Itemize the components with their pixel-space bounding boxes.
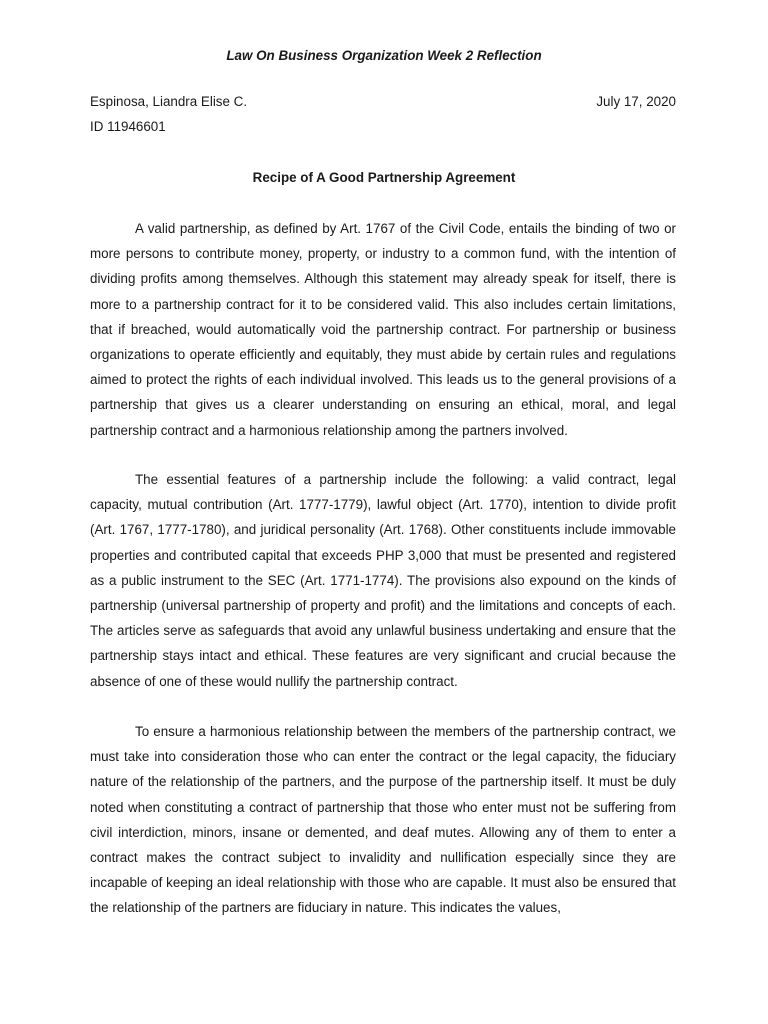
document-date: July 17, 2020 <box>596 94 676 109</box>
document-title: Law On Business Organization Week 2 Reflection <box>226 48 542 63</box>
author-date-line <box>90 93 676 111</box>
section-title: Recipe of A Good Partnership Agreement <box>252 170 516 185</box>
student-id: ID 11946601 <box>90 119 166 134</box>
paragraph-3: To ensure a harmonious relationship between the members of the partnership contract, we must take into consideration those who can enter the contract or the legal capacity, the fiduciary nature of the relationship of the partners, and the purpose of the partnership itself. It must be duly noted when constituting a contract of partnership that those who enter must not be suffering from civil interdiction, minors, insane or demented, and deaf mutes. Allowing any of them to enter a contract makes the contract subject to invalidity and nullification especially since they are incapable of keeping an ideal relationship with those who are capable. It must also be ensured that the relationship of the partners are fiduciary in nature. This indicates the values, <box>90 724 676 916</box>
author-name: Espinosa, Liandra Elise C. <box>90 94 248 109</box>
paragraph-2: The essential features of a partnership include the following: a valid contract, legal capacity, mutual contribution (Art. 1777-1779), lawful object (Art. 1770), intention to divide profit (Art. 1767, 1777-1780), and juridical personality (Art. 1768). Other constituents include immovable properties and contributed capital that exceeds PHP 3,000 that must be presented and registered as a public instrument to the SEC (Art. 1771-1774). The provisions also expound on the kinds of partnership (universal partnership of property and profit) and the limitations and concepts of each. The articles serve as safeguards that avoid any unlawful business undertaking and ensure that the partnership stays intact and ethical. These features are very significant and crucial because the absence of one of these would nullify the partnership contract. <box>90 472 676 689</box>
paragraph-1: A valid partnership, as defined by Art. 1767 of the Civil Code, entails the binding of two or more persons to contribute money, property, or industry to a common fund, with the intention of dividing profits among themselves. Although this statement may already speak for itself, there is more to a partnership contract for it to be considered valid. This also includes certain limitations, that if breached, would automatically void the partnership contract. For partnership or business organizations to operate efficiently and equitably, they must abide by certain rules and regulations aimed to protect the rights of each individual involved. This leads us to the general provisions of a partnership that gives us a clearer understanding on ensuring an ethical, moral, and legal partnership contract and a harmonious relationship among the partners involved. <box>90 221 676 438</box>
